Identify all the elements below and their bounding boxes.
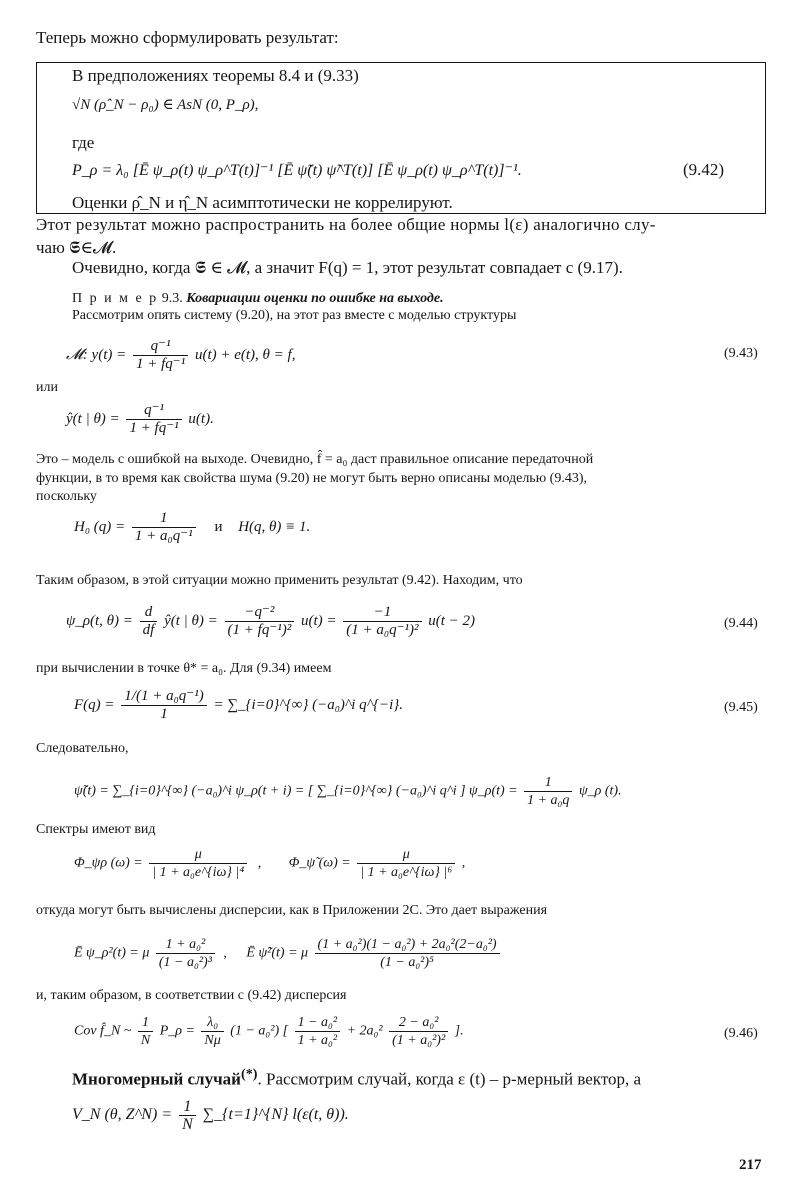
vn-num: 1	[183, 1098, 192, 1115]
var-n2: (1 + a₀²)(1 − a₀²) + 2a₀²(2−a₀²)	[317, 937, 497, 952]
eq946-lhs: Cov f̂_N ~	[74, 1023, 132, 1039]
psi-rhs: ψ_ρ (t).	[578, 783, 622, 799]
spec-n1: μ	[194, 847, 202, 862]
h-num: 1	[160, 510, 168, 526]
equation-yhat	[66, 402, 214, 437]
spec-d1: | 1 + a₀e^{iω} |⁴	[149, 863, 247, 881]
eq943-rhs: u(t) + e(t), θ = f,	[194, 346, 296, 363]
paragraph-4: Таким образом, в этой ситуации можно применить результат (9.42). Находим, что	[36, 573, 523, 588]
eq946-n2: λ₀	[207, 1015, 219, 1030]
equation-variances: Ē ψ_ρ²(t) = μ $\frac{\text{1 + a₀²}}{\text{(1 − a₀²)³}}$ , Ē ψ̃²(t) = μ $\frac{\text{(1 + a₀²)(1 − a₀²) + 2a₀²(2−a₀²)}}{\text{(1 − a₀²)⁵}}$	[74, 936, 503, 971]
psi-den: 1 + a₀q	[524, 791, 572, 809]
paragraph-6: Следовательно,	[36, 741, 129, 756]
theorem-line2: √N (ρ̂_N − ρ₀) ∈ AsN (0, P_ρ),	[72, 97, 259, 113]
eq946-m2: (1 − a₀²) [	[230, 1023, 289, 1039]
eq944-frac1	[140, 604, 158, 639]
yhat-num: q⁻¹	[144, 402, 164, 418]
psi-lhs: ψ̃(t) = ∑_{i=0}^{∞} (−a₀)^i ψ_ρ(t + i) = [ ∑_{i=0}^{∞} (−a₀)^i q^i ] ψ_ρ(t) =	[74, 783, 518, 799]
eq946-d1: N	[138, 1031, 153, 1049]
psi-num: 1	[544, 775, 552, 790]
eq946-n4: 2 − a₀²	[398, 1015, 439, 1030]
eq946-n1: 1	[142, 1015, 150, 1030]
vn-den: N	[179, 1115, 196, 1133]
eq944-n1: d	[144, 604, 153, 620]
eq945-num: 1/(1 + a₀q⁻¹)	[124, 688, 204, 704]
eq945-fraction	[121, 688, 206, 723]
theorem-where: где	[72, 133, 95, 152]
h-mid: и	[214, 518, 223, 535]
equation-number-9-46: (9.46)	[724, 1026, 758, 1041]
psi-fraction	[524, 774, 572, 809]
multi-heading: Многомерный случай	[72, 1069, 241, 1089]
eq945-den: 1	[121, 705, 206, 723]
eq944-rhs: u(t − 2)	[428, 612, 476, 629]
eq946-frac4	[389, 1014, 448, 1049]
equation-h	[74, 510, 310, 545]
h-fraction	[132, 510, 196, 545]
example-line: Рассмотрим опять систему (9.20), на этот раз вместе с моделью структуры	[72, 308, 517, 323]
equation-spectra: Φ_ψρ (ω) = $\frac{\mu}{\text{| 1 + a₀e\textasciicircum{}\{iω\} |⁴}}$ , Φ_ψ̃ (ω) = $\frac{\mu}{\text{| 1 + a₀e\textasciicircum{}\{iω\} |⁶}}$ ,	[74, 847, 466, 880]
var-l1: Ē ψ_ρ²(t) = μ	[74, 945, 150, 961]
vn-lhs: V_N (θ, Z^N) =	[72, 1106, 173, 1124]
example-title: Ковариации оценки по ошибке на выходе.	[186, 291, 444, 306]
var-frac2	[315, 936, 500, 971]
eq944-d1: df	[140, 621, 158, 639]
equation-number-9-45: (9.45)	[724, 700, 758, 715]
eq946-n3: 1 − a₀²	[297, 1015, 338, 1030]
equation-9-44	[66, 604, 475, 639]
eq946-m3: + 2a₀²	[346, 1023, 383, 1039]
h-rhs: H(q, θ) ≡ 1.	[238, 518, 311, 535]
yhat-rhs: u(t).	[188, 410, 214, 427]
var-d1: (1 − a₀²)³	[156, 953, 215, 971]
eq944-m1: ŷ(t | θ) =	[164, 612, 218, 629]
eq944-frac3	[343, 604, 421, 639]
example-number: 9.3.	[161, 291, 183, 306]
eq944-d3: (1 + a₀q⁻¹)²	[343, 621, 421, 639]
eq944-frac2	[225, 604, 295, 639]
example-heading	[72, 291, 444, 307]
theorem-line1: В предположениях теоремы 8.4 и (9.33)	[72, 66, 359, 85]
eq943-den: 1 + fq⁻¹	[133, 355, 188, 373]
eq945-rhs: = ∑_{i=0}^{∞} (−a₀)^i q^{−i}.	[213, 696, 404, 713]
example-label: П р и м е р	[72, 291, 159, 306]
equation-9-45	[74, 688, 403, 723]
var-n1: 1 + a₀²	[165, 937, 206, 952]
yhat-fraction	[126, 402, 181, 437]
equation-number-9-44: (9.44)	[724, 616, 758, 631]
vn-rhs: ∑_{t=1}^{N} l(ε(t, θ)).	[202, 1106, 349, 1124]
spec-frac2	[357, 846, 455, 881]
paragraph-8: откуда могут быть вычислены дисперсии, как в Приложении 2С. Это дает выражения	[36, 903, 548, 918]
eq943-num: q⁻¹	[150, 338, 171, 354]
var-d2: (1 − a₀²)⁵	[315, 953, 500, 971]
eq944-d2: (1 + fq⁻¹)²	[225, 621, 295, 639]
multi-mark: (*)	[240, 1066, 258, 1082]
h-lhs: H₀ (q) =	[74, 518, 126, 535]
eq944-lhs: ψ_ρ(t, θ) =	[66, 612, 133, 629]
paragraph-2: Очевидно, когда 𝕾 ∈ 𝓜, а значит F(q) = 1, этот результат совпадает с (9.17).	[72, 258, 623, 277]
eq946-rhs: ].	[454, 1023, 464, 1039]
equation-psi-tilde	[74, 774, 622, 809]
eq944-n2: −q⁻²	[244, 604, 275, 620]
theorem-formula: P_ρ = λ₀ [Ē ψ_ρ(t) ψ_ρ^T(t)]⁻¹ [Ē ψ̃(t) ψ̃^T(t)] [Ē ψ_ρ(t) ψ_ρ^T(t)]⁻¹.	[72, 162, 522, 179]
equation-9-46	[74, 1014, 464, 1049]
spec-n2: μ	[402, 847, 410, 862]
equation-9-43	[66, 338, 295, 373]
multi-dim-paragraph	[72, 1066, 641, 1090]
spec-l2: Φ_ψ̃ (ω) =	[288, 855, 351, 871]
multi-text: . Рассмотрим случай, когда ε (t) – p-мерный вектор, а	[257, 1069, 642, 1089]
eq943-lhs: 𝓜: y(t) =	[66, 346, 127, 363]
eq946-frac2	[201, 1014, 223, 1049]
paragraph-3b: функции, в то время как свойства шума (9.20) не могут быть верно описаны моделью (9.43),	[36, 471, 587, 486]
spec-d2: | 1 + a₀e^{iω} |⁶	[357, 863, 455, 881]
paragraph-9: и, таким образом, в соответствии с (9.42) дисперсия	[36, 988, 347, 1003]
paragraph-7: Спектры имеют вид	[36, 822, 156, 837]
paragraph-3a: Это – модель с ошибкой на выходе. Очевидно, f̂ = a₀ даст правильное описание передаточной	[36, 452, 594, 467]
h-den: 1 + a₀q⁻¹	[132, 527, 196, 545]
yhat-den: 1 + fq⁻¹	[126, 419, 181, 437]
eq944-n3: −1	[373, 604, 392, 620]
paragraph-1: Этот результат можно распространить на более общие нормы l(ε) аналогично слу-	[36, 215, 656, 234]
equation-number-9-43: (9.43)	[724, 346, 758, 361]
var-frac1	[156, 936, 215, 971]
eq946-d2: Nμ	[201, 1031, 223, 1049]
page-number: 217	[739, 1157, 762, 1173]
eq943-fraction	[133, 338, 188, 373]
eq946-d4: (1 + a₀²)²	[389, 1031, 448, 1049]
eq944-m2: u(t) =	[300, 612, 337, 629]
intro-text: Теперь можно сформулировать результат:	[36, 28, 339, 47]
spec-l1: Φ_ψρ (ω) =	[74, 855, 143, 871]
paragraph-1b: чаю 𝕾∈𝓜.	[36, 238, 117, 257]
paragraph-3c: поскольку	[36, 489, 97, 504]
or-word: или	[36, 380, 58, 395]
eq946-frac1	[138, 1014, 153, 1049]
eq945-lhs: F(q) =	[74, 696, 115, 713]
yhat-lhs: ŷ(t | θ) =	[66, 410, 120, 427]
theorem-note: Оценки ρ̂_N и η̂_N асимптотически не коррелируют.	[72, 193, 453, 212]
var-l2: Ē ψ̃²(t) = μ	[246, 945, 309, 961]
equation-vn	[72, 1098, 349, 1133]
spec-frac1	[149, 846, 247, 881]
eq946-m1: P_ρ =	[159, 1023, 195, 1039]
equation-number-9-42: (9.42)	[683, 160, 725, 179]
vn-fraction	[179, 1098, 196, 1133]
eq946-frac3	[295, 1014, 341, 1049]
eq946-d3: 1 + a₀²	[295, 1031, 341, 1049]
paragraph-5: при вычислении в точке θ* = a₀. Для (9.34) имеем	[36, 661, 332, 676]
